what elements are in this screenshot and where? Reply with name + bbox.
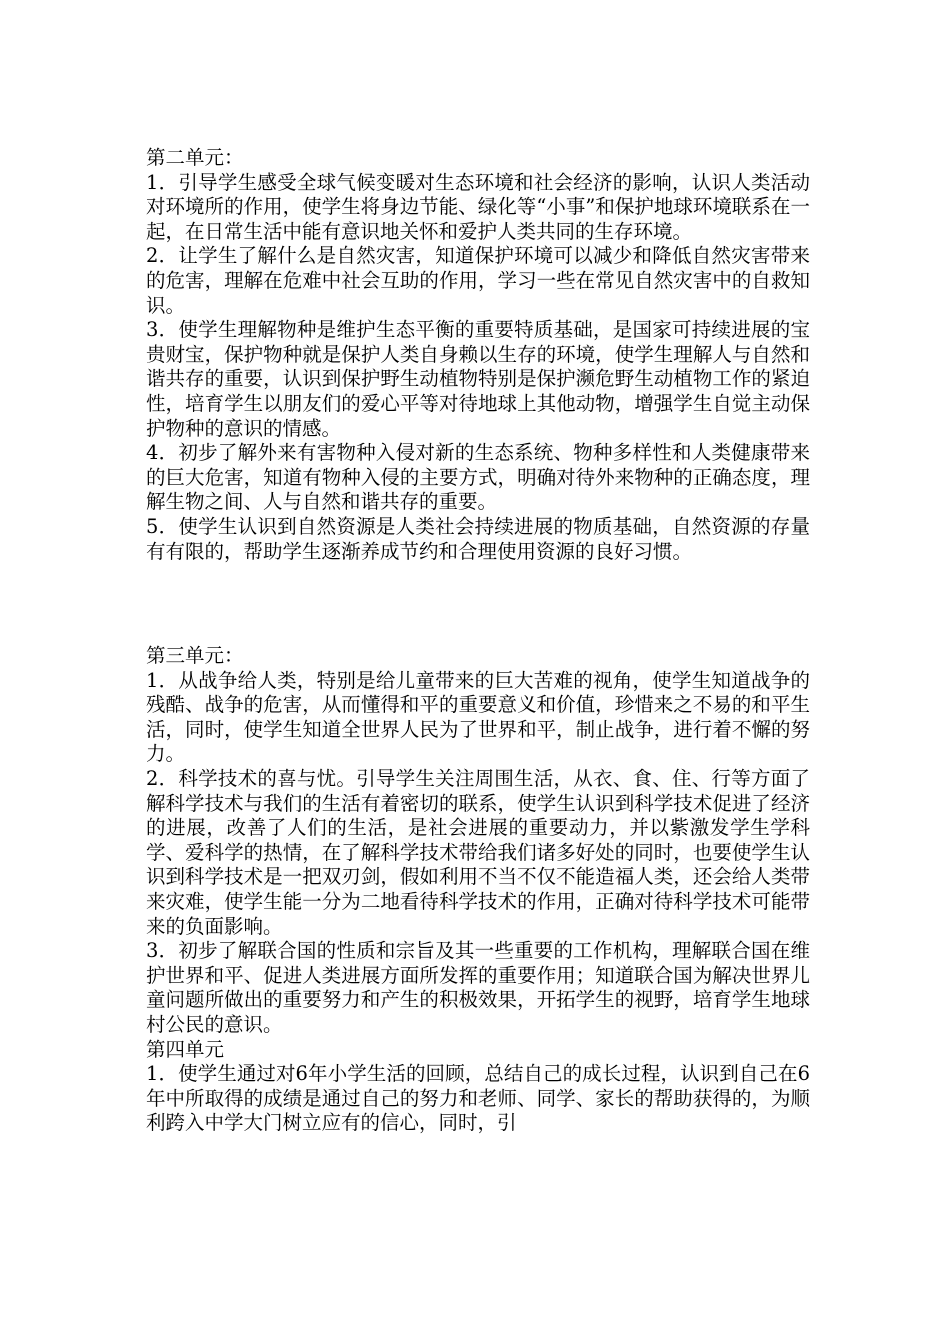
unit-3-item-3: 3．初步了解联合国的性质和宗旨及其一些重要的工作机构，理解联合国在维护世界和平、促进人类进展方面所发挥的重要作用；知道联合国为解决世界儿童问题所做出的重要努力和产生的积极效果，开拓学生的视野，培育学生地球村公民的意识。 <box>146 939 810 1036</box>
unit-3-item-1: 1．从战争给人类，特别是给儿童带来的巨大苦难的视角，使学生知道战争的残酷、战争的危害，从而懂得和平的重要意义和价值，珍惜来之不易的和平生活，同时，使学生知道全世界人民为了世界和平，制止战争，进行着不懈的努力。 <box>146 668 810 766</box>
unit-2-item-3: 3．使学生理解物种是维护生态平衡的重要特质基础，是国家可持续进展的宝贵财宝，保护物种就是保护人类自身赖以生存的环境，使学生理解人与自然和谐共存的重要，认识到保护野生动植物特别是保护濒危野生动植物工作的紧迫性，培育学生以朋友们的爱心平等对待地球上其他动物，增强学生自觉主动保护物种的意识的情感。 <box>146 318 810 440</box>
unit-2-item-2: 2．让学生了解什么是自然灾害，知道保护环境可以减少和降低自然灾害带来的危害，理解在危难中社会互助的作用，学习一些在常见自然灾害中的自救知识。 <box>146 244 810 317</box>
section-spacer <box>146 564 810 644</box>
document-body <box>146 146 810 1136</box>
unit-3-heading: 第三单元： <box>146 644 244 668</box>
unit-2-item-5: 5．使学生认识到自然资源是人类社会持续进展的物质基础，自然资源的存量有有限的，帮助学生逐渐养成节约和合理使用资源的良好习惯。 <box>146 514 810 563</box>
unit-2-item-1: 1．引导学生感受全球气候变暖对生态环境和社会经济的影响，认识人类活动对环境所的作用，使学生将身边节能、绿化等“小事”和保护地球环境联系在一起，在日常生活中能有意识地关怀和爱护人类共同的生存环境。 <box>146 170 810 243</box>
unit-2-item-4: 4．初步了解外来有害物种入侵对新的生态系统、物种多样性和人类健康带来的巨大危害，知道有物种入侵的主要方式，明确对待外来物种的正确态度，理解生物之间、人与自然和谐共存的重要。 <box>146 441 810 514</box>
unit-4-item-1: 1．使学生通过对6年小学生活的回顾，总结自己的成长过程，认识到自己在6年中所取得的成绩是通过自己的努力和老师、同学、家长的帮助获得的，为顺利跨入中学大门树立应有的信心，同时，引 <box>146 1062 810 1135</box>
unit-3-item-2: 2．科学技术的喜与忧。引导学生关注周围生活，从衣、食、住、行等方面了解科学技术与我们的生活有着密切的联系，使学生认识到科学技术促进了经济的进展，改善了人们的生活，是社会进展的重要动力，并以紫激发学生学科学、爱科学的热情，在了解科学技术带给我们诸多好处的同时，也要使学生认识到科学技术是一把双刃剑，假如利用不当不仅不能造福人类，还会给人类带来灾难，使学生能一分为二地看待科学技术的作用，正确对待科学技术可能带来的负面影响。 <box>146 767 810 938</box>
unit-2-heading: 第二单元： <box>146 146 244 169</box>
unit-4-heading: 第四单元 <box>146 1037 225 1061</box>
